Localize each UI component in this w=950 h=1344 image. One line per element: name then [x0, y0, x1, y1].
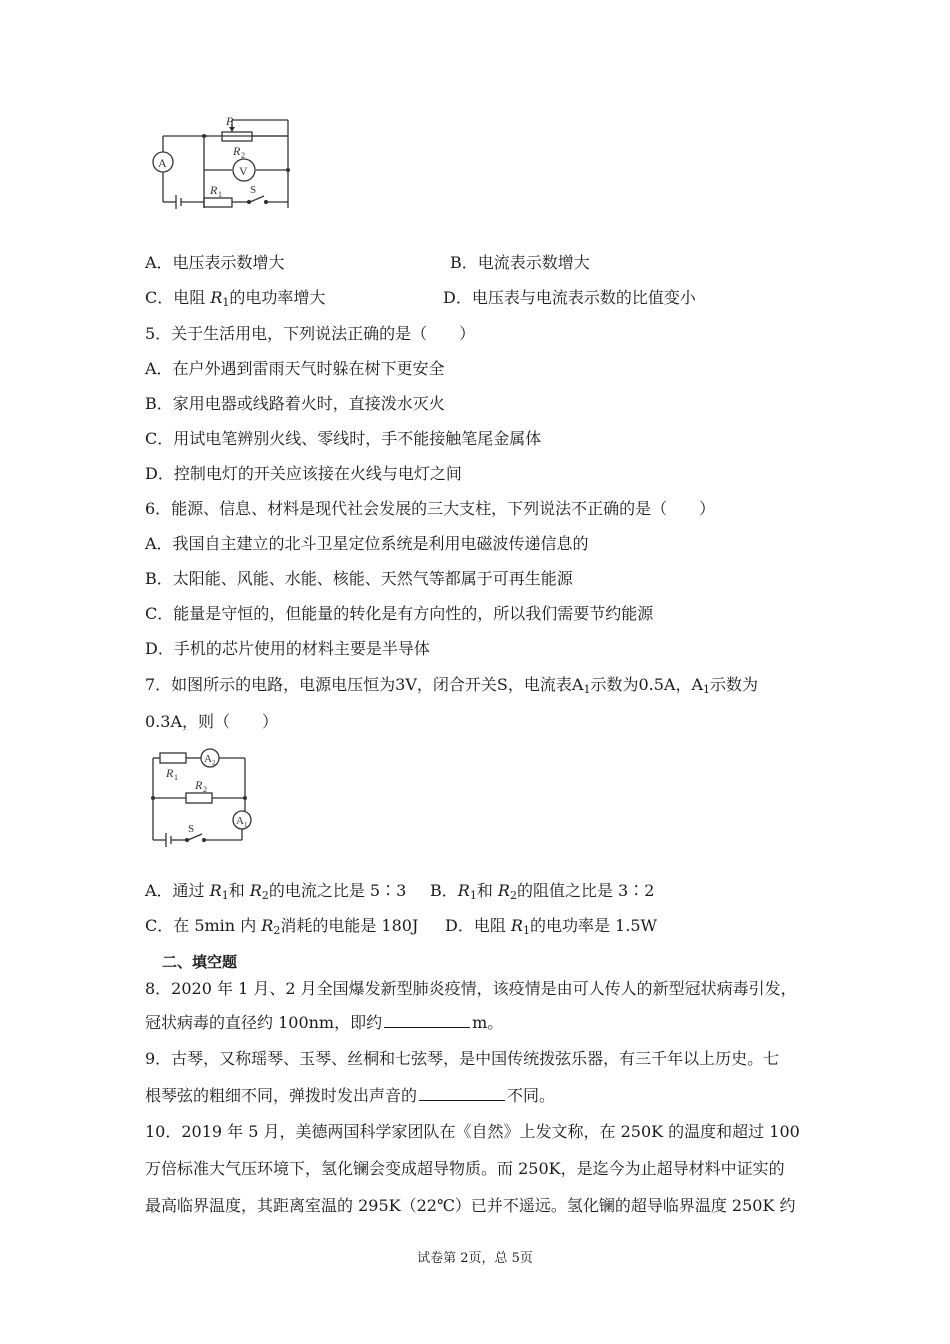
svg-text:2: 2	[241, 151, 245, 160]
q5-option-d: D．控制电灯的开关应该接在火线与电灯之间	[145, 464, 462, 483]
q6-option-d: D．手机的芯片使用的材料主要是半导体	[145, 639, 430, 658]
q5-option-a: A．在户外遇到雷雨天气时躲在树下更安全	[145, 359, 445, 378]
q5-option-b: B．家用电器或线路着火时，直接泼水灭火	[145, 394, 445, 413]
switch-label: S	[188, 823, 195, 835]
q7-option-a: A．通过 $R_1$和 $R_2$的电流之比是 5∶3	[145, 881, 407, 902]
q8-answer-blank[interactable]	[384, 1013, 470, 1028]
q7-option-d: D．电阻 $R_1$的电功率是 1.5W	[445, 916, 657, 937]
q6-option-a: A．我国自主建立的北斗卫星定位系统是利用电磁波传递信息的	[145, 534, 589, 553]
ammeter-label: A	[158, 156, 167, 170]
q5-option-c: C．用试电笔辨别火线、零线时，手不能接触笔尾金属体	[145, 429, 542, 448]
q4-option-d: D．电压表与电流表示数的比值变小	[443, 288, 696, 307]
label-P: P	[226, 115, 234, 128]
page-footer: 试卷第 2页，总 5页	[417, 1251, 533, 1266]
q10-line3: 最高临界温度，其距离室温的 295K（22℃）已并不遥远。氢化镧的超导临界温度 250K 约	[145, 1196, 796, 1215]
ammeter-a2-label: A	[204, 753, 212, 765]
circuit-diagram-1	[148, 115, 298, 215]
section-heading: 二、填空题	[162, 953, 238, 971]
q10-line2: 万倍标准大气压环境下，氢化镧会变成超导物质。而 250K，是迄今为止超导材料中证实的	[145, 1159, 785, 1178]
switch-label: S	[250, 184, 257, 196]
label-R1: R	[166, 766, 174, 780]
q7-option-b: B．$R_1$和 $R_2$的阻值之比是 3∶2	[430, 881, 655, 902]
q8-line2: 冠状病毒的直径约 100nm，即约 m。	[145, 1013, 504, 1032]
label-R1: R	[210, 183, 218, 197]
svg-text:1: 1	[244, 821, 248, 829]
q6-option-c: C．能量是守恒的，但能量的转化是有方向性的，所以我们需要节约能源	[145, 604, 654, 623]
q8-line1: 8．2020 年 1 月、2 月全国爆发新型肺炎疫情，该疫情是由可人传人的新型冠状病毒引发，	[145, 979, 797, 998]
svg-text:1: 1	[218, 190, 222, 199]
label-R2: R	[195, 778, 203, 792]
q6-stem: 6．能源、信息、材料是现代社会发展的三大支柱，下列说法不正确的是（ ）	[145, 499, 716, 518]
svg-text:1: 1	[174, 773, 178, 782]
q5-stem: 5．关于生活用电，下列说法正确的是（ ）	[145, 324, 476, 343]
q9-line1: 9．古琴，又称瑶琴、玉琴、丝桐和七弦琴，是中国传统拨弦乐器，有三千年以上历史。七	[145, 1049, 780, 1068]
q7-stem-line2: 0.3A，则（ ）	[145, 712, 279, 731]
q9-answer-blank[interactable]	[419, 1086, 505, 1101]
ammeter-a1-label: A	[236, 815, 244, 827]
svg-text:2: 2	[203, 785, 207, 794]
q4-option-a: A．电压表示数增大	[145, 253, 285, 272]
q9-line2: 根琴弦的粗细不同，弹拨时发出声音的 不同。	[145, 1086, 556, 1105]
q7-option-c: C．在 5min 内 $R_2$消耗的电能是 180J	[145, 916, 419, 937]
circuit-diagram-2	[148, 745, 263, 855]
q7-stem-line1: 7．如图所示的电路，电源电压恒为3V，闭合开关S，电流表$A_1$示数为0.5A，$A_1$示数为	[145, 675, 759, 696]
q10-line1: 10．2019 年 5 月，美德两国科学家团队在《自然》上发文称，在 250K 的温度和超过 100	[145, 1122, 800, 1141]
svg-text:2: 2	[212, 759, 216, 767]
label-R2: R	[233, 144, 241, 158]
q6-option-b: B．太阳能、风能、水能、核能、天然气等都属于可再生能源	[145, 569, 573, 588]
q4-option-c: C．电阻 $R_1$的电功率增大	[145, 288, 326, 309]
voltmeter-label: V	[239, 164, 248, 178]
q4-option-b: B．电流表示数增大	[450, 253, 590, 272]
